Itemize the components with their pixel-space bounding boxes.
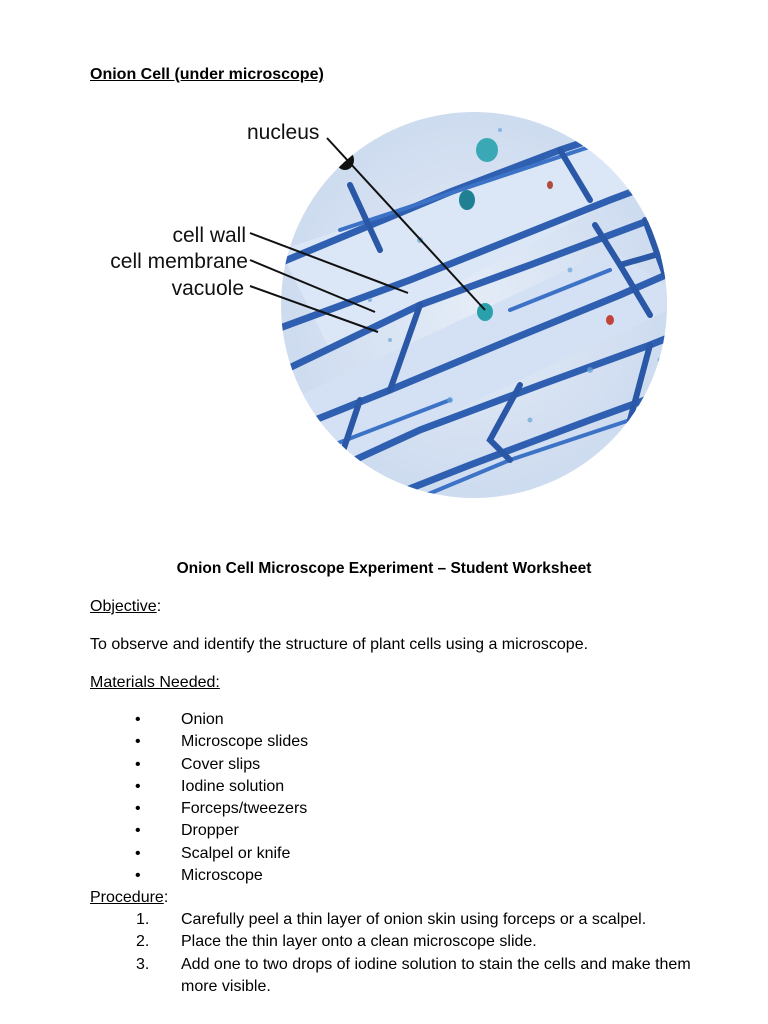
list-item — [0, 931, 721, 953]
material-item: Iodine solution — [181, 777, 285, 795]
page-title: Onion Cell (under microscope) — [90, 66, 324, 83]
label-vacuole: vacuole — [171, 277, 244, 300]
bullet: • — [135, 711, 141, 728]
list-item — [0, 954, 721, 999]
list-item — [0, 909, 721, 931]
objective-heading-colon: : — [156, 598, 162, 615]
bullet: • — [135, 733, 141, 751]
step-text: Carefully peel a thin layer of onion skin using forceps or a scalpel. — [181, 911, 647, 928]
bullet: • — [135, 822, 141, 840]
label-cell-wall: cell wall — [172, 224, 246, 247]
procedure-heading — [90, 889, 168, 907]
objective-heading-text: Objective — [90, 598, 157, 615]
procedure-heading-colon: : — [163, 889, 169, 906]
label-cell-membrane: cell membrane — [110, 250, 248, 273]
bullet: • — [135, 800, 141, 818]
bullet: • — [135, 777, 141, 795]
bullet: • — [135, 755, 141, 773]
step-number: 3. — [136, 955, 150, 973]
material-item: Microscope slides — [181, 733, 309, 751]
objective-heading — [90, 598, 161, 616]
procedure-heading-text: Procedure — [90, 889, 164, 906]
bullet: • — [135, 867, 141, 885]
label-nucleus: nucleus — [247, 121, 320, 144]
materials-heading: Materials Needed: — [90, 674, 220, 691]
material-item: Dropper — [181, 822, 239, 840]
step-text: Add one to two drops of iodine solution to stain the cells and make them more visible. — [181, 955, 691, 995]
onion-cell-micrograph-figure — [90, 100, 690, 510]
material-item: Microscope — [181, 867, 263, 885]
step-number: 1. — [136, 911, 150, 928]
procedure-steps — [0, 909, 721, 998]
material-item: Onion — [181, 711, 224, 728]
onion-cell-micrograph — [90, 100, 690, 510]
objective-text: To observe and identify the structure of plant cells using a microscope. — [90, 636, 589, 653]
material-item: Scalpel or knife — [181, 844, 291, 862]
worksheet-title: Onion Cell Microscope Experiment – Student Worksheet — [176, 560, 592, 577]
step-number: 2. — [136, 933, 150, 951]
bullet: • — [135, 844, 141, 862]
material-item: Forceps/tweezers — [181, 800, 308, 818]
material-item: Cover slips — [181, 755, 261, 773]
step-text: Place the thin layer onto a clean microscope slide. — [181, 933, 537, 951]
